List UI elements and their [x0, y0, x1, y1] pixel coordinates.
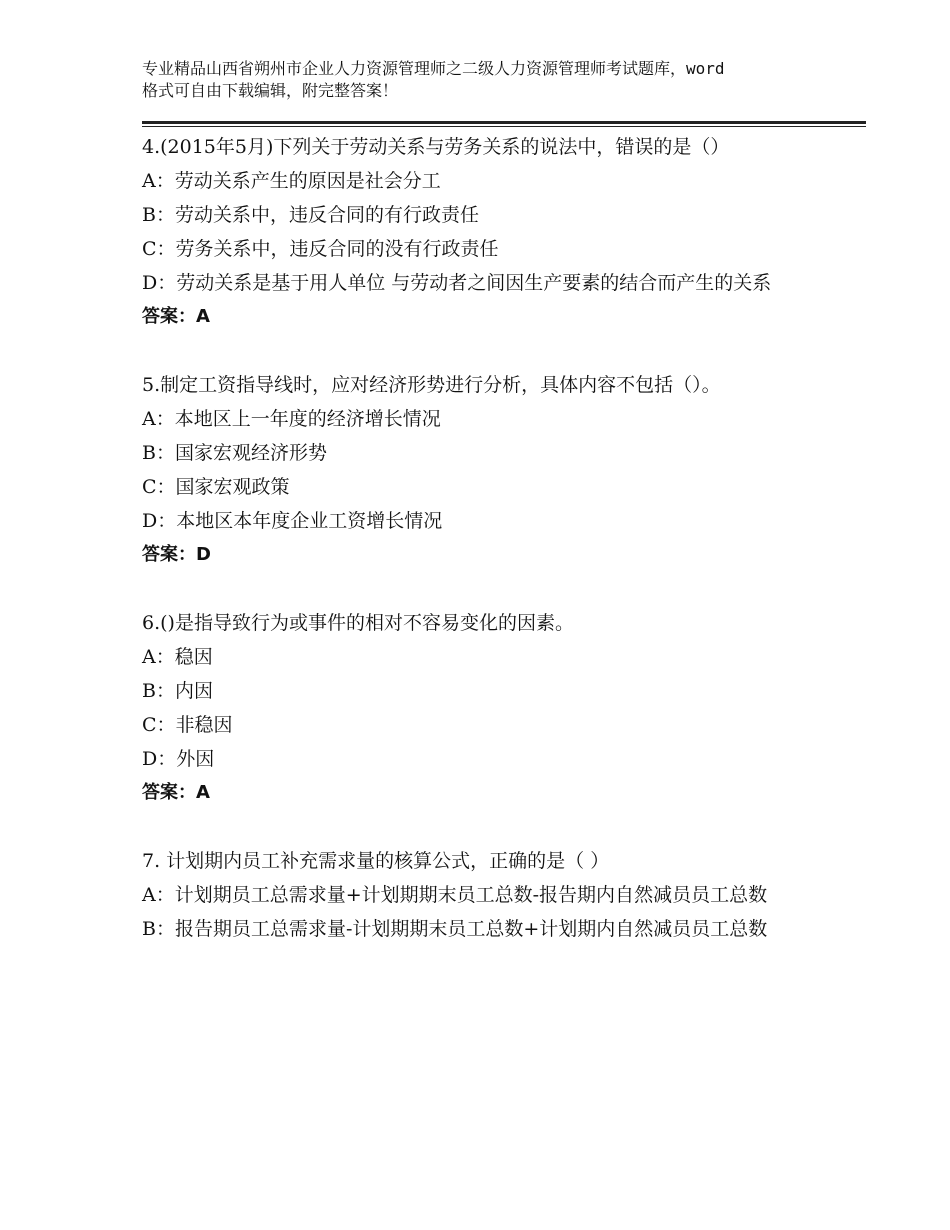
question-5 [142, 368, 822, 572]
option-a: A：劳动关系产生的原因是社会分工 [142, 170, 441, 192]
option-b: B：国家宏观经济形势 [142, 442, 327, 464]
option-d: D：外因 [142, 748, 215, 770]
document-header [142, 58, 842, 102]
question-list [142, 130, 822, 980]
option-a: A：计划期员工总需求量+计划期期末员工总数-报告期内自然减员员工总数 [142, 884, 768, 906]
question-6 [142, 606, 822, 810]
header-rule-thin [142, 126, 866, 127]
option-d: D：本地区本年度企业工资增长情况 [142, 510, 443, 532]
option-a: A：本地区上一年度的经济增长情况 [142, 408, 441, 430]
question-stem: 7. 计划期内员工补充需求量的核算公式，正确的是（ ） [142, 850, 610, 872]
question-4 [142, 130, 822, 334]
header-line-2: 格式可自由下载编辑，附完整答案！ [142, 81, 399, 100]
question-stem: 5.制定工资指导线时，应对经济形势进行分析，具体内容不包括（）。 [142, 374, 721, 396]
option-c: C：非稳因 [142, 714, 233, 736]
option-a: A：稳因 [142, 646, 213, 668]
question-7 [142, 844, 822, 946]
answer-label: 答案：A [142, 306, 210, 327]
option-d: D：劳动关系是基于用人单位 与劳动者之间因生产要素的结合而产生的关系 [142, 272, 772, 294]
question-stem: 4.(2015年5月)下列关于劳动关系与劳务关系的说法中，错误的是（） [142, 136, 730, 158]
question-stem: 6.()是指导致行为或事件的相对不容易变化的因素。 [142, 612, 574, 634]
answer-label: 答案：A [142, 782, 210, 803]
option-b: B：内因 [142, 680, 213, 702]
answer-label: 答案：D [142, 544, 211, 565]
option-c: C：国家宏观政策 [142, 476, 290, 498]
option-b: B：报告期员工总需求量-计划期期末员工总数+计划期内自然减员员工总数 [142, 918, 768, 940]
header-rule-thick [142, 121, 866, 124]
header-line-1: 专业精品山西省朔州市企业人力资源管理师之二级人力资源管理师考试题库，word [142, 59, 725, 78]
option-c: C：劳务关系中，违反合同的没有行政责任 [142, 238, 499, 260]
option-b: B：劳动关系中，违反合同的有行政责任 [142, 204, 479, 226]
